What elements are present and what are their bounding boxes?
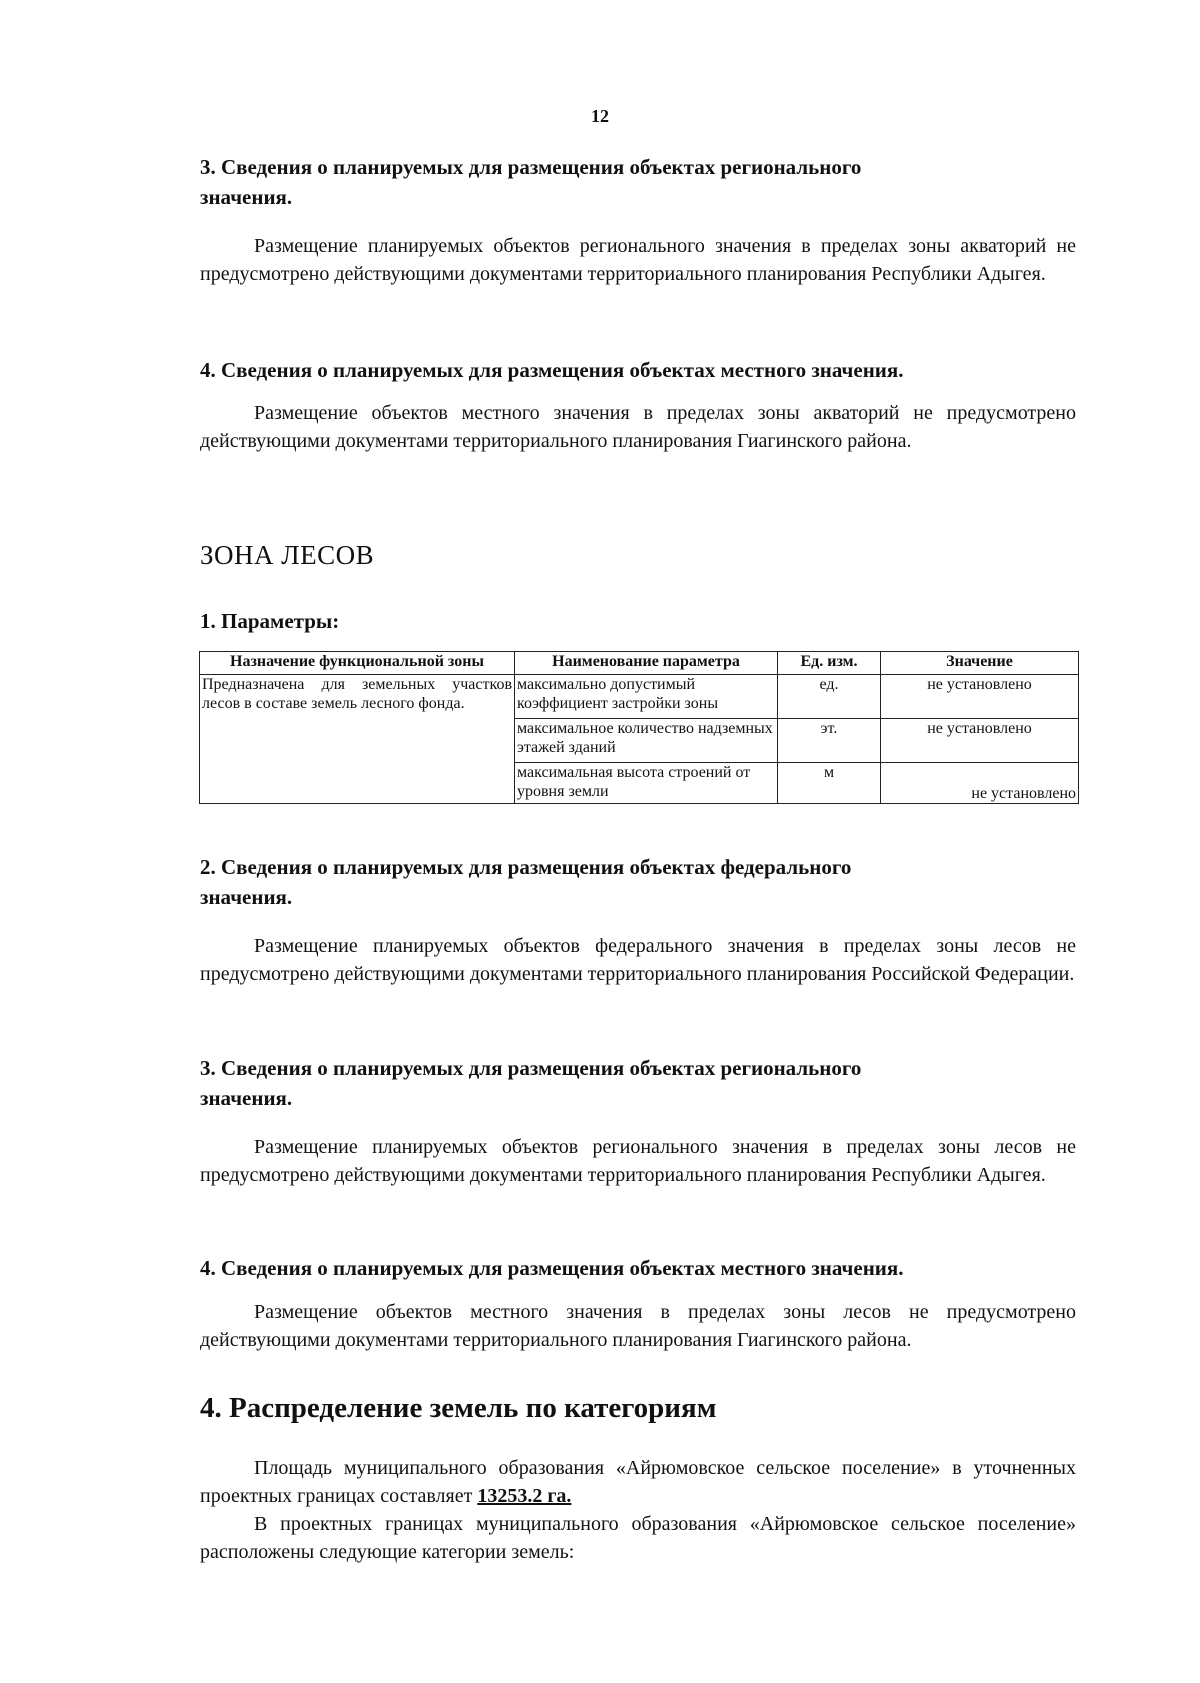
- unit-cell: м: [778, 763, 881, 804]
- heading-local-objects-water: 4. Сведения о планируемых для размещения объектах местного значения.: [200, 358, 904, 382]
- value-cell: не установлено: [881, 719, 1079, 763]
- table-header-cell: Значение: [881, 652, 1079, 675]
- table-header-cell: Ед. изм.: [778, 652, 881, 675]
- zone-purpose-cell: Предназначена для земельных участков лесов в составе земель лесного фонда.: [200, 675, 515, 804]
- heading-line: 3. Сведения о планируемых для размещения объектах регионального: [200, 1056, 862, 1080]
- heading-line: значения.: [200, 885, 293, 909]
- zone-title: ЗОНА ЛЕСОВ: [200, 540, 375, 570]
- parameters-table: [199, 651, 1079, 804]
- paragraph-municipal-area: [200, 1454, 1076, 1510]
- unit-cell: эт.: [778, 719, 881, 763]
- area-text: Площадь муниципального образования «Айрюмовское сельское поселение» в уточненных проектных границах составляет: [200, 1457, 1076, 1507]
- unit-cell: ед.: [778, 675, 881, 719]
- heading-line: значения.: [200, 185, 293, 209]
- paragraph-regional-objects-forest: Размещение планируемых объектов регионального значения в пределах зоны лесов не предусмотрено действующими документами территориального планирования Республики Адыгея.: [200, 1136, 1076, 1186]
- paragraph-local-objects-forest: Размещение объектов местного значения в пределах зоны лесов не предусмотрено действующими документами территориального планирования Гиагинского района.: [200, 1301, 1076, 1351]
- table-row: [200, 675, 1079, 719]
- parameter-name-cell: максимальное количество надземных этажей зданий: [515, 719, 778, 763]
- heading-regional-objects-forest: [200, 1053, 1080, 1113]
- heading-federal-objects-forest: [200, 852, 1080, 912]
- paragraph-land-categories: В проектных границах муниципального образования «Айрюмовское сельское поселение» расположены следующие категории земель:: [200, 1513, 1076, 1563]
- heading-land-distribution: 4. Распределение земель по категориям: [200, 1392, 717, 1424]
- paragraph-federal-objects-forest: Размещение планируемых объектов федерального значения в пределах зоны лесов не предусмотрено действующими документами территориального планирования Российской Федерации.: [200, 935, 1076, 985]
- value-cell: не установлено: [881, 675, 1079, 719]
- parameter-name-cell: максимальная высота строений от уровня земли: [515, 763, 778, 804]
- table-header-cell: Назначение функциональной зоны: [200, 652, 515, 675]
- heading-line: 2. Сведения о планируемых для размещения объектах федерального: [200, 855, 852, 879]
- table-header-row: [200, 652, 1079, 675]
- heading-line: 3. Сведения о планируемых для размещения объектах регионального: [200, 155, 862, 179]
- page-number: 12: [591, 106, 609, 126]
- parameter-name-cell: максимально допустимый коэффициент застройки зоны: [515, 675, 778, 719]
- heading-regional-objects-water: [200, 152, 1080, 212]
- paragraph-regional-objects-water: Размещение планируемых объектов регионального значения в пределах зоны акваторий не предусмотрено действующими документами территориального планирования Республики Адыгея.: [200, 235, 1076, 285]
- value-cell: не установлено: [881, 763, 1079, 804]
- area-value: 13253.2 га.: [477, 1485, 572, 1507]
- heading-line: значения.: [200, 1086, 293, 1110]
- heading-parameters: 1. Параметры:: [200, 609, 340, 633]
- paragraph-local-objects-water: Размещение объектов местного значения в пределах зоны акваторий не предусмотрено действующими документами территориального планирования Гиагинского района.: [200, 402, 1076, 452]
- heading-local-objects-forest: 4. Сведения о планируемых для размещения объектах местного значения.: [200, 1256, 904, 1280]
- table-header-cell: Наименование параметра: [515, 652, 778, 675]
